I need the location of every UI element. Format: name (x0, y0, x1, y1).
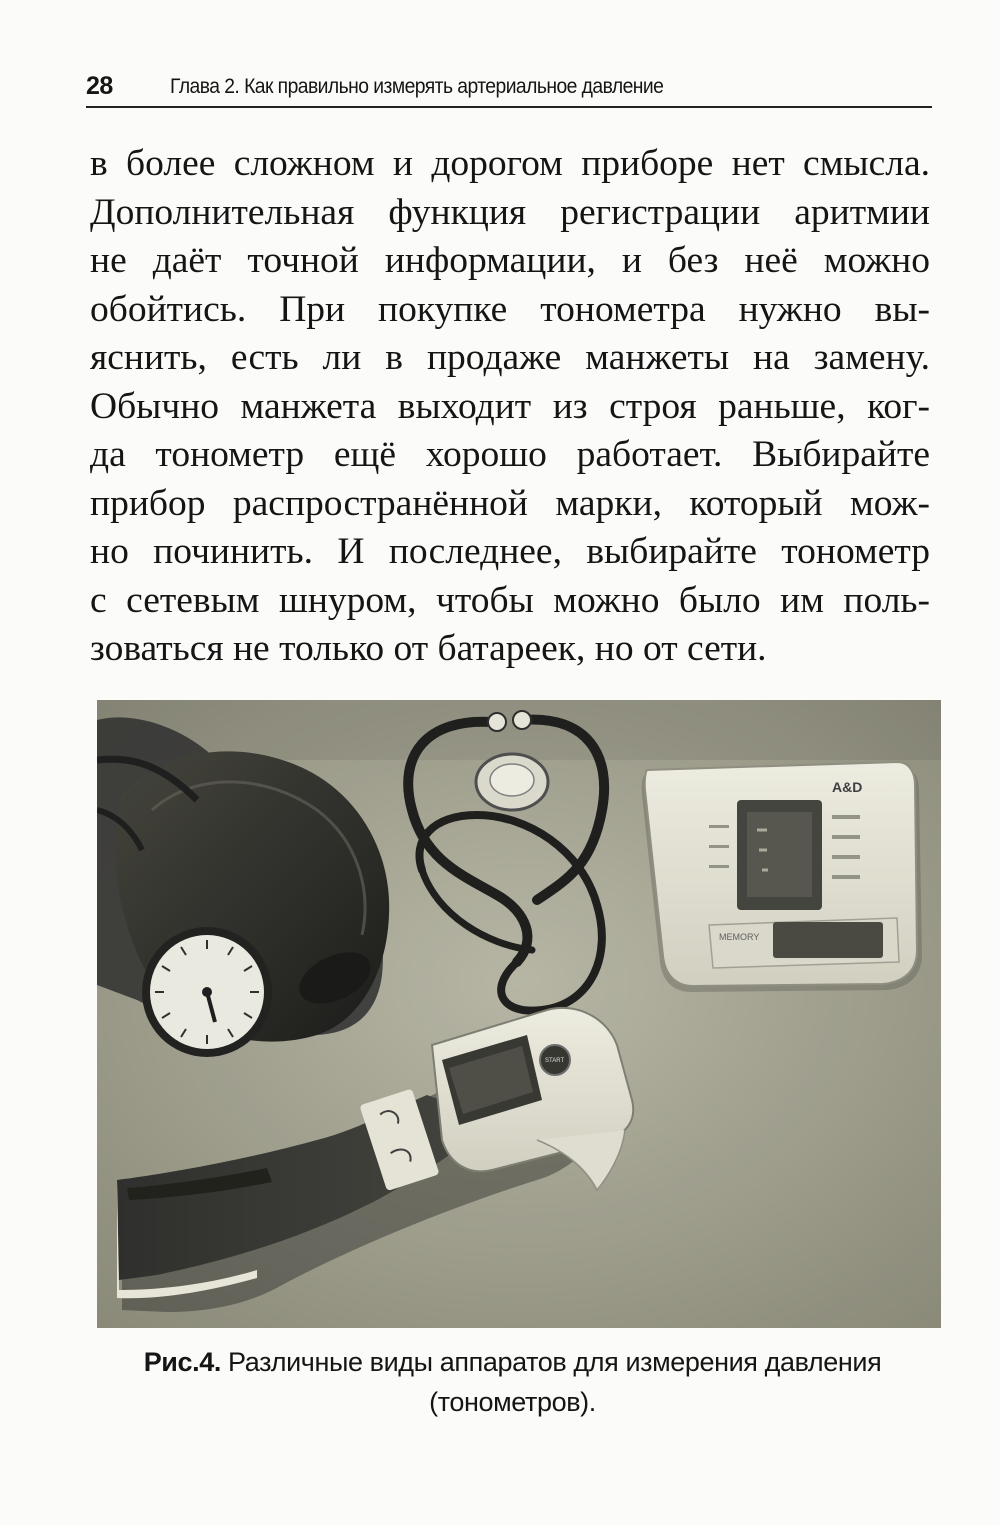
caption-text: Различные виды аппаратов для измерения давления (228, 1347, 882, 1377)
figure-caption (90, 1342, 935, 1422)
caption-line-1 (90, 1342, 935, 1382)
figure-photo (97, 700, 941, 1328)
wrist-start-label: START (545, 1058, 565, 1064)
text-line: не даёт точной информации, и без неё можно (90, 240, 930, 281)
page-header (86, 70, 932, 108)
memory-label: MEMORY (719, 932, 760, 942)
body-paragraph (90, 140, 930, 674)
text-line: зоваться не только от батареек, но от сети. (90, 628, 767, 669)
text-line: Дополнительная функция регистрации аритмии (90, 191, 930, 233)
text-line: да тонометр ещё хорошо работает. Выбирайте (90, 434, 930, 475)
text-line: обойтись. При покупке тонометра нужно вы- (90, 288, 930, 330)
text-line: яснить, есть ли в продаже манжеты на замену. (90, 337, 930, 378)
text-line: прибор распространённой марки, который мож- (90, 482, 930, 524)
caption-label: Рис.4. (143, 1347, 221, 1377)
running-head: Глава 2. Как правильно измерять артериальное давление (170, 75, 664, 98)
caption-line-2: (тонометров). (429, 1387, 596, 1417)
page-number: 28 (86, 72, 113, 100)
text-line: с сетевым шнуром, чтобы можно было им поль- (90, 579, 930, 621)
text-line: Обычно манжета выходит из строя раньше, ког- (90, 385, 930, 427)
monitor-brand: A&D (832, 779, 863, 795)
tonometers-photo (97, 700, 941, 1328)
text-line: но починить. И последнее, выбирайте тонометр (90, 531, 930, 572)
text-line: в более сложном и дорогом приборе нет смысла. (90, 143, 930, 184)
